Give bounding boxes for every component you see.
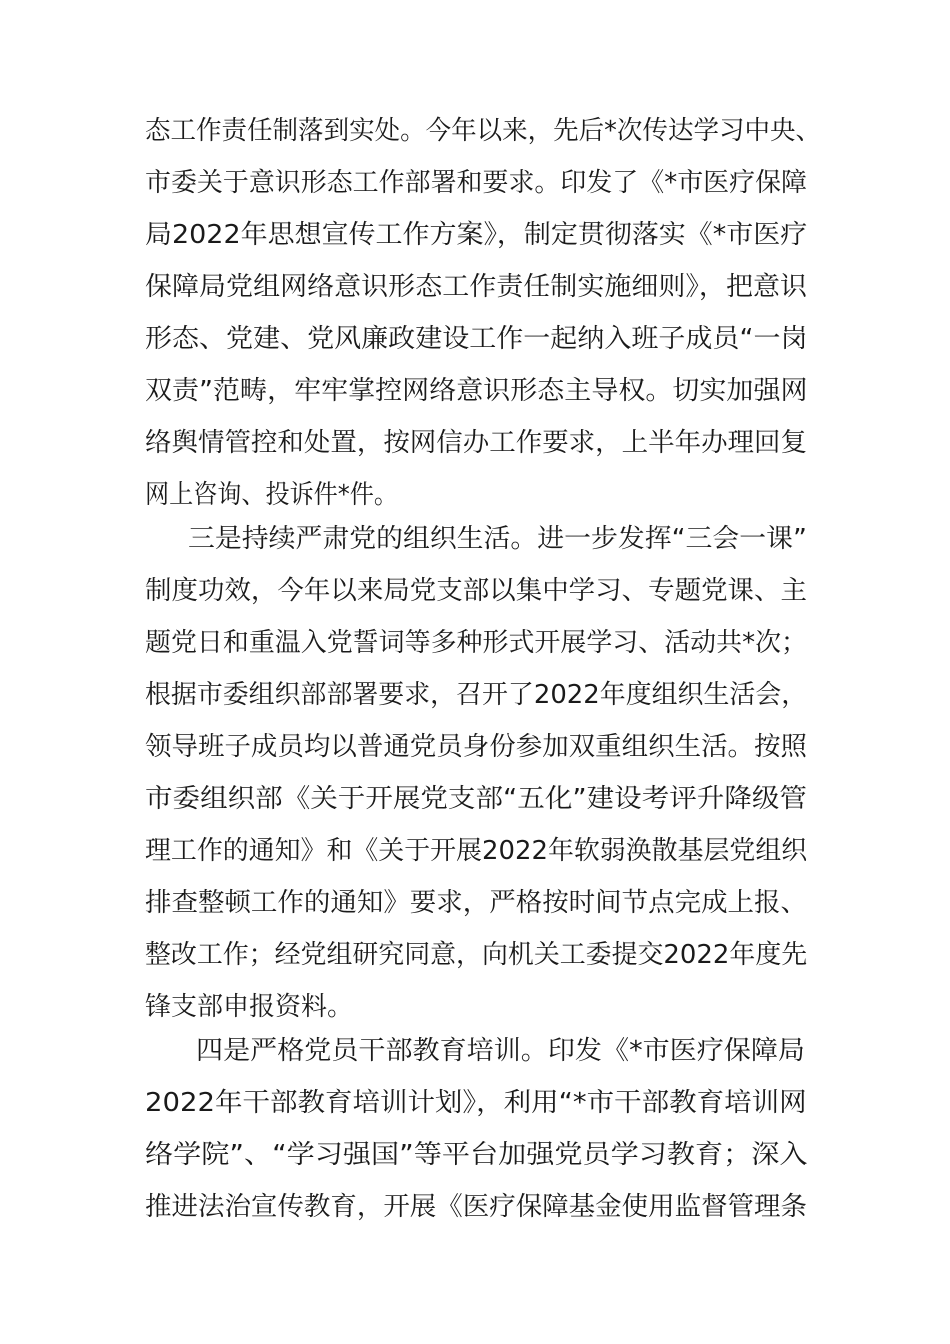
para-three-line: 整改工作；经党组研究同意，向机关工委提交2022年度先 bbox=[145, 940, 808, 970]
para-four-line: 四是严格党员干部教育培训。印发《*市医疗保障局 bbox=[196, 1036, 806, 1066]
para-three-line: 市委组织部《关于开展党支部“五化”建设考评升降级管 bbox=[145, 784, 807, 814]
para-continued-line: 保障局党组网络意识形态工作责任制实施细则》，把意识 bbox=[145, 272, 808, 302]
para-three-line: 锋支部申报资料。 bbox=[145, 992, 354, 1022]
para-continued-line: 局2022年思想宣传工作方案》，制定贯彻落实《*市医疗 bbox=[145, 220, 808, 250]
para-three-line: 排查整顿工作的通知》要求，严格按时间节点完成上报、 bbox=[145, 888, 808, 918]
para-continued-line: 络舆情管控和处置，按网信办工作要求，上半年办理回复 bbox=[145, 428, 808, 458]
para-four-line: 络学院”、“学习强国”等平台加强党员学习教育；深入 bbox=[145, 1140, 808, 1170]
para-continued-line: 网上咨询、投诉件*件。 bbox=[145, 480, 399, 510]
para-three-line: 题党日和重温入党誓词等多种形式开展学习、活动共*次； bbox=[145, 628, 808, 658]
para-four-line: 2022年干部教育培训计划》，利用“*市干部教育培训网 bbox=[145, 1088, 807, 1118]
para-continued-line: 态工作责任制落到实处。今年以来，先后*次传达学习中央、 bbox=[145, 116, 822, 146]
para-continued-line: 市委关于意识形态工作部署和要求。印发了《*市医疗保障 bbox=[145, 168, 808, 198]
para-continued-line: 双责”范畴，牢牢掌控网络意识形态主导权。切实加强网 bbox=[145, 376, 808, 406]
para-continued-line: 形态、党建、党风廉政建设工作一起纳入班子成员“一岗 bbox=[145, 324, 808, 354]
para-three-line: 理工作的通知》和《关于开展2022年软弱涣散基层党组织 bbox=[145, 836, 808, 866]
para-three-line: 三是持续严肃党的组织生活。进一步发挥“三会一课” bbox=[188, 524, 807, 554]
para-three-line: 根据市委组织部部署要求，召开了2022年度组织生活会， bbox=[145, 680, 808, 710]
para-three-line: 领导班子成员均以普通党员身份参加双重组织生活。按照 bbox=[145, 732, 808, 762]
para-three-line: 制度功效，今年以来局党支部以集中学习、专题党课、主 bbox=[145, 576, 808, 606]
para-four-line: 推进法治宣传教育，开展《医疗保障基金使用监督管理条 bbox=[145, 1192, 808, 1222]
